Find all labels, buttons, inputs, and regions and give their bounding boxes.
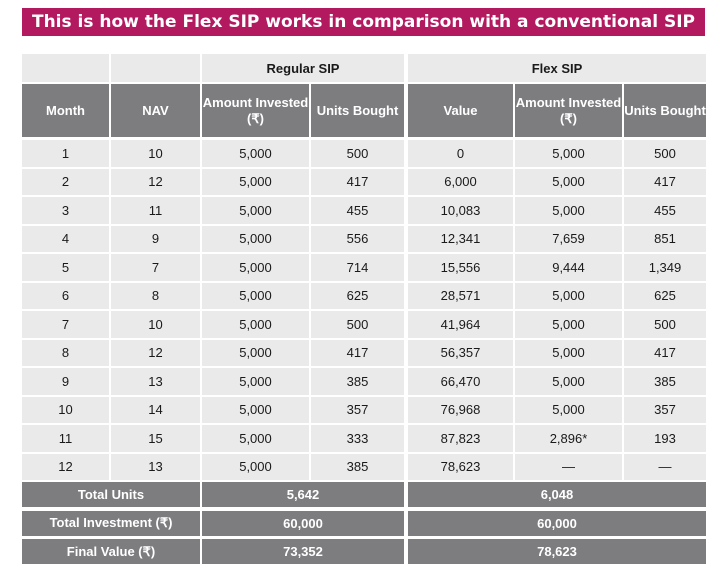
table-cell-reg-units: 385 (311, 368, 404, 395)
page-title: This is how the Flex SIP works in comparison with a conventional SIP (22, 8, 705, 36)
table-cell-nav: 13 (111, 454, 200, 481)
table-cell-month: 6 (22, 283, 109, 310)
table-cell-nav: 14 (111, 397, 200, 424)
table-cell-nav: 11 (111, 197, 200, 224)
table-cell-month: 7 (22, 311, 109, 338)
table-cell-reg-amount: 5,000 (202, 169, 309, 196)
table-cell-flex-units: — (624, 454, 706, 481)
table-cell-reg-amount: 5,000 (202, 283, 309, 310)
table-cell-reg-units: 455 (311, 197, 404, 224)
table-cell-flex-units: 851 (624, 226, 706, 253)
table-cell-flex-units: 500 (624, 140, 706, 167)
table-cell-flex-amount: 5,000 (515, 283, 622, 310)
table-cell-nav: 10 (111, 140, 200, 167)
table-cell-reg-amount: 5,000 (202, 425, 309, 452)
table-cell-month: 10 (22, 397, 109, 424)
table-cell-flex-units: 500 (624, 311, 706, 338)
column-header-nav: NAV (111, 84, 200, 137)
table-cell-month: 2 (22, 169, 109, 196)
total-row-label: Total Investment (₹) (22, 511, 200, 536)
table-cell-nav: 10 (111, 311, 200, 338)
table-cell-flex-amount: 7,659 (515, 226, 622, 253)
table-cell-reg-units: 500 (311, 311, 404, 338)
column-header-month: Month (22, 84, 109, 137)
table-cell-reg-units: 333 (311, 425, 404, 452)
table-cell-flex-units: 385 (624, 368, 706, 395)
header-blank-cell (111, 54, 200, 82)
total-row-label: Final Value (₹) (22, 539, 200, 564)
column-header-flex-value: Value (408, 84, 513, 137)
table-cell-nav: 9 (111, 226, 200, 253)
table-cell-flex-amount: 2,896* (515, 425, 622, 452)
table-cell-reg-amount: 5,000 (202, 197, 309, 224)
table-cell-month: 12 (22, 454, 109, 481)
table-cell-month: 1 (22, 140, 109, 167)
table-cell-reg-units: 417 (311, 340, 404, 367)
table-cell-flex-amount: 9,444 (515, 254, 622, 281)
table-cell-month: 3 (22, 197, 109, 224)
table-cell-flex-units: 1,349 (624, 254, 706, 281)
table-cell-flex-value: 10,083 (408, 197, 513, 224)
table-cell-flex-amount: 5,000 (515, 340, 622, 367)
table-cell-flex-value: 28,571 (408, 283, 513, 310)
table-cell-reg-units: 385 (311, 454, 404, 481)
table-cell-nav: 15 (111, 425, 200, 452)
table-cell-nav: 7 (111, 254, 200, 281)
table-cell-flex-value: 56,357 (408, 340, 513, 367)
table-cell-month: 8 (22, 340, 109, 367)
table-cell-reg-units: 417 (311, 169, 404, 196)
total-row-flex-value: 78,623 (408, 539, 706, 564)
group-header-regular-sip: Regular SIP (202, 54, 404, 82)
table-cell-reg-units: 714 (311, 254, 404, 281)
table-cell-flex-amount: 5,000 (515, 197, 622, 224)
table-cell-month: 11 (22, 425, 109, 452)
table-cell-flex-amount: 5,000 (515, 140, 622, 167)
table-cell-reg-units: 500 (311, 140, 404, 167)
table-cell-reg-amount: 5,000 (202, 311, 309, 338)
table-cell-reg-amount: 5,000 (202, 340, 309, 367)
table-cell-flex-units: 357 (624, 397, 706, 424)
table-cell-month: 5 (22, 254, 109, 281)
total-row-regular-value: 60,000 (202, 511, 404, 536)
table-cell-flex-amount: 5,000 (515, 311, 622, 338)
column-header-flex-amount: Amount Invested (₹) (515, 84, 622, 137)
table-cell-reg-amount: 5,000 (202, 140, 309, 167)
table-cell-reg-units: 625 (311, 283, 404, 310)
table-cell-reg-amount: 5,000 (202, 226, 309, 253)
table-cell-reg-amount: 5,000 (202, 368, 309, 395)
table-cell-flex-value: 41,964 (408, 311, 513, 338)
table-cell-flex-amount: 5,000 (515, 397, 622, 424)
table-cell-flex-value: 78,623 (408, 454, 513, 481)
total-row-flex-value: 6,048 (408, 482, 706, 507)
table-cell-nav: 12 (111, 340, 200, 367)
group-header-flex-sip: Flex SIP (408, 54, 706, 82)
table-cell-flex-value: 76,968 (408, 397, 513, 424)
total-row-flex-value: 60,000 (408, 511, 706, 536)
column-header-flex-units: Units Bought (624, 84, 706, 137)
table-cell-month: 9 (22, 368, 109, 395)
table-cell-reg-units: 357 (311, 397, 404, 424)
table-cell-flex-amount: 5,000 (515, 368, 622, 395)
table-cell-flex-value: 87,823 (408, 425, 513, 452)
header-blank-cell (22, 54, 109, 82)
table-cell-flex-value: 66,470 (408, 368, 513, 395)
table-cell-flex-amount: 5,000 (515, 169, 622, 196)
table-cell-flex-units: 417 (624, 340, 706, 367)
table-cell-flex-units: 193 (624, 425, 706, 452)
table-cell-flex-units: 455 (624, 197, 706, 224)
table-cell-flex-value: 12,341 (408, 226, 513, 253)
table-cell-flex-units: 625 (624, 283, 706, 310)
table-cell-flex-units: 417 (624, 169, 706, 196)
table-cell-nav: 8 (111, 283, 200, 310)
table-cell-reg-amount: 5,000 (202, 454, 309, 481)
table-cell-flex-value: 15,556 (408, 254, 513, 281)
table-cell-month: 4 (22, 226, 109, 253)
column-header-reg-amount: Amount Invested (₹) (202, 84, 309, 137)
table-cell-reg-amount: 5,000 (202, 397, 309, 424)
total-row-regular-value: 73,352 (202, 539, 404, 564)
column-header-reg-units: Units Bought (311, 84, 404, 137)
table-cell-reg-amount: 5,000 (202, 254, 309, 281)
table-cell-nav: 13 (111, 368, 200, 395)
table-cell-flex-value: 6,000 (408, 169, 513, 196)
total-row-regular-value: 5,642 (202, 482, 404, 507)
table-cell-flex-value: 0 (408, 140, 513, 167)
total-row-label: Total Units (22, 482, 200, 507)
table-cell-reg-units: 556 (311, 226, 404, 253)
table-cell-flex-amount: — (515, 454, 622, 481)
table-cell-nav: 12 (111, 169, 200, 196)
